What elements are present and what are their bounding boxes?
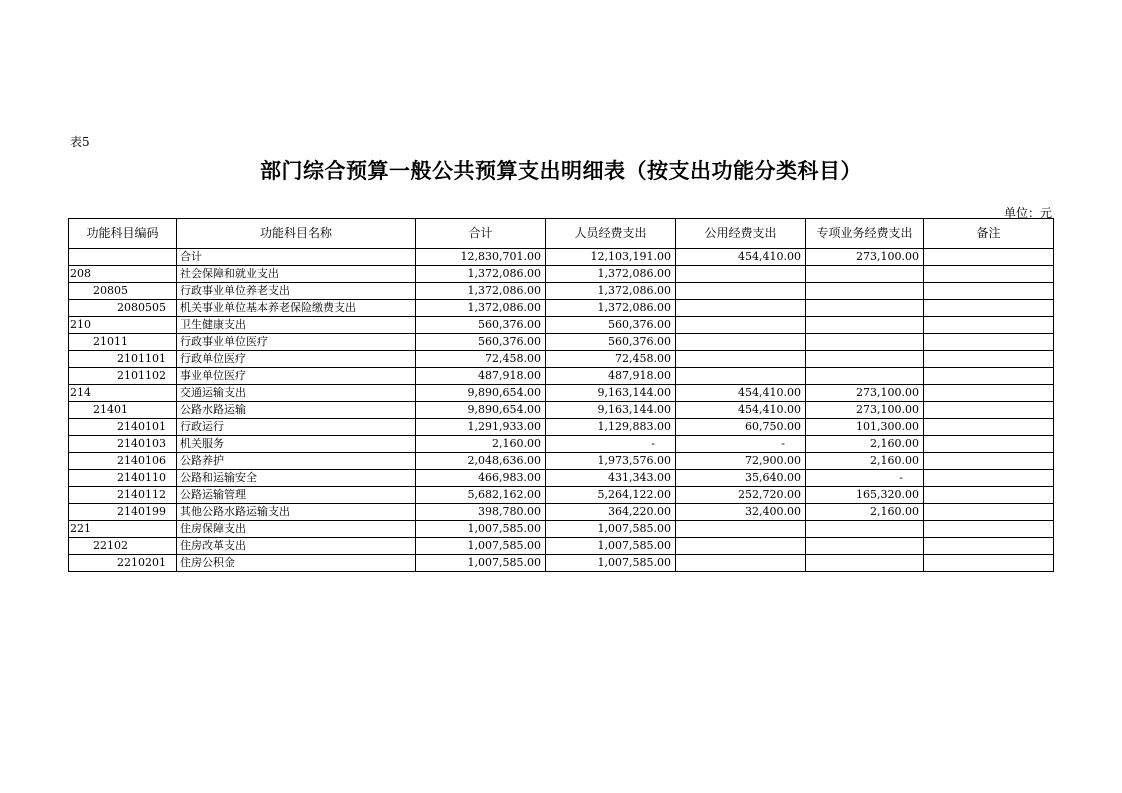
cell-special [806, 283, 924, 300]
cell-note [924, 368, 1054, 385]
cell-public [676, 368, 806, 385]
cell-name: 合计 [177, 249, 416, 266]
cell-total: 1,372,086.00 [416, 283, 546, 300]
cell-total: 560,376.00 [416, 334, 546, 351]
cell-special: - [806, 470, 924, 487]
table-row [69, 351, 1054, 368]
cell-public [676, 538, 806, 555]
cell-name: 机关事业单位基本养老保险缴费支出 [177, 300, 416, 317]
table-row [69, 266, 1054, 283]
cell-public [676, 266, 806, 283]
cell-code: 2210201 [69, 555, 177, 572]
cell-note [924, 521, 1054, 538]
cell-code: 208 [69, 266, 177, 283]
cell-total: 487,918.00 [416, 368, 546, 385]
cell-name: 公路水路运输 [177, 402, 416, 419]
cell-name: 行政事业单位医疗 [177, 334, 416, 351]
table-row [69, 470, 1054, 487]
cell-code: 214 [69, 385, 177, 402]
cell-total: 5,682,162.00 [416, 487, 546, 504]
cell-note [924, 470, 1054, 487]
cell-total: 466,983.00 [416, 470, 546, 487]
cell-special: 2,160.00 [806, 453, 924, 470]
budget-table [68, 218, 1054, 572]
table-row [69, 521, 1054, 538]
cell-code: 2140101 [69, 419, 177, 436]
cell-total: 12,830,701.00 [416, 249, 546, 266]
cell-note [924, 487, 1054, 504]
cell-special: 273,100.00 [806, 249, 924, 266]
table-row [69, 334, 1054, 351]
column-header-code: 功能科目编码 [69, 219, 177, 249]
column-header-name: 功能科目名称 [177, 219, 416, 249]
column-header-total: 合计 [416, 219, 546, 249]
cell-code: 2140103 [69, 436, 177, 453]
cell-name: 公路和运输安全 [177, 470, 416, 487]
cell-name: 住房保障支出 [177, 521, 416, 538]
cell-code: 21011 [69, 334, 177, 351]
cell-note [924, 538, 1054, 555]
cell-note [924, 555, 1054, 572]
cell-special [806, 351, 924, 368]
table-row [69, 538, 1054, 555]
cell-name: 住房改革支出 [177, 538, 416, 555]
cell-total: 9,890,654.00 [416, 402, 546, 419]
cell-public: 454,410.00 [676, 249, 806, 266]
cell-special [806, 521, 924, 538]
table-row [69, 317, 1054, 334]
cell-personnel: 487,918.00 [546, 368, 676, 385]
cell-note [924, 266, 1054, 283]
cell-personnel: 1,007,585.00 [546, 555, 676, 572]
cell-note [924, 334, 1054, 351]
cell-public: 72,900.00 [676, 453, 806, 470]
cell-note [924, 436, 1054, 453]
table-row [69, 402, 1054, 419]
cell-public [676, 351, 806, 368]
cell-special [806, 555, 924, 572]
cell-name: 其他公路水路运输支出 [177, 504, 416, 521]
cell-personnel: 9,163,144.00 [546, 385, 676, 402]
cell-note [924, 317, 1054, 334]
cell-total: 398,780.00 [416, 504, 546, 521]
cell-special [806, 317, 924, 334]
cell-public: 60,750.00 [676, 419, 806, 436]
cell-special: 2,160.00 [806, 436, 924, 453]
cell-special [806, 538, 924, 555]
cell-total: 2,160.00 [416, 436, 546, 453]
table-row [69, 419, 1054, 436]
cell-personnel: 1,372,086.00 [546, 266, 676, 283]
column-header-personnel: 人员经费支出 [546, 219, 676, 249]
cell-personnel: 72,458.00 [546, 351, 676, 368]
column-header-note: 备注 [924, 219, 1054, 249]
table-row [69, 487, 1054, 504]
cell-note [924, 300, 1054, 317]
cell-public: - [676, 436, 806, 453]
cell-personnel: 364,220.00 [546, 504, 676, 521]
cell-total: 1,372,086.00 [416, 300, 546, 317]
cell-name: 交通运输支出 [177, 385, 416, 402]
cell-total: 1,007,585.00 [416, 555, 546, 572]
cell-name: 住房公积金 [177, 555, 416, 572]
table-row [69, 453, 1054, 470]
page-title: 部门综合预算一般公共预算支出明细表（按支出功能分类科目） [260, 159, 862, 183]
cell-public [676, 555, 806, 572]
cell-note [924, 385, 1054, 402]
cell-special: 273,100.00 [806, 402, 924, 419]
cell-personnel: 5,264,122.00 [546, 487, 676, 504]
cell-code [69, 249, 177, 266]
cell-note [924, 402, 1054, 419]
cell-note [924, 419, 1054, 436]
cell-public: 454,410.00 [676, 402, 806, 419]
cell-personnel: 1,129,883.00 [546, 419, 676, 436]
cell-note [924, 453, 1054, 470]
cell-code: 221 [69, 521, 177, 538]
table-row [69, 249, 1054, 266]
cell-code: 2140106 [69, 453, 177, 470]
cell-total: 560,376.00 [416, 317, 546, 334]
cell-total: 1,007,585.00 [416, 521, 546, 538]
cell-name: 事业单位医疗 [177, 368, 416, 385]
cell-personnel: 1,372,086.00 [546, 300, 676, 317]
cell-special: 2,160.00 [806, 504, 924, 521]
cell-special: 165,320.00 [806, 487, 924, 504]
table-row [69, 385, 1054, 402]
cell-public: 252,720.00 [676, 487, 806, 504]
unit-label: 单位：元 [1003, 206, 1052, 220]
cell-personnel: 1,973,576.00 [546, 453, 676, 470]
cell-special [806, 300, 924, 317]
table-row [69, 368, 1054, 385]
table-body [69, 249, 1054, 572]
table-header-row [69, 219, 1054, 249]
cell-total: 1,291,933.00 [416, 419, 546, 436]
cell-personnel: 560,376.00 [546, 334, 676, 351]
cell-code: 22102 [69, 538, 177, 555]
cell-total: 1,007,585.00 [416, 538, 546, 555]
cell-note [924, 249, 1054, 266]
cell-personnel: 431,343.00 [546, 470, 676, 487]
cell-public [676, 317, 806, 334]
cell-note [924, 351, 1054, 368]
cell-public [676, 300, 806, 317]
column-header-special: 专项业务经费支出 [806, 219, 924, 249]
cell-personnel: 1,007,585.00 [546, 538, 676, 555]
cell-personnel: 1,007,585.00 [546, 521, 676, 538]
cell-special [806, 368, 924, 385]
cell-total: 72,458.00 [416, 351, 546, 368]
table-row [69, 555, 1054, 572]
cell-name: 行政运行 [177, 419, 416, 436]
cell-code: 2140112 [69, 487, 177, 504]
cell-code: 210 [69, 317, 177, 334]
column-header-public: 公用经费支出 [676, 219, 806, 249]
cell-total: 2,048,636.00 [416, 453, 546, 470]
cell-special [806, 266, 924, 283]
cell-personnel: 9,163,144.00 [546, 402, 676, 419]
cell-public [676, 334, 806, 351]
cell-total: 9,890,654.00 [416, 385, 546, 402]
cell-public [676, 521, 806, 538]
cell-personnel: - [546, 436, 676, 453]
cell-code: 2140110 [69, 470, 177, 487]
cell-note [924, 283, 1054, 300]
table-row [69, 283, 1054, 300]
cell-name: 行政事业单位养老支出 [177, 283, 416, 300]
table-row [69, 300, 1054, 317]
cell-code: 2101101 [69, 351, 177, 368]
cell-personnel: 560,376.00 [546, 317, 676, 334]
table-row [69, 436, 1054, 453]
cell-name: 卫生健康支出 [177, 317, 416, 334]
cell-name: 社会保障和就业支出 [177, 266, 416, 283]
cell-code: 21401 [69, 402, 177, 419]
cell-code: 2101102 [69, 368, 177, 385]
cell-public [676, 283, 806, 300]
cell-public: 454,410.00 [676, 385, 806, 402]
cell-public: 35,640.00 [676, 470, 806, 487]
cell-special: 101,300.00 [806, 419, 924, 436]
cell-special: 273,100.00 [806, 385, 924, 402]
cell-code: 20805 [69, 283, 177, 300]
table-number-label: 表5 [70, 135, 90, 149]
cell-name: 公路养护 [177, 453, 416, 470]
cell-note [924, 504, 1054, 521]
cell-personnel: 12,103,191.00 [546, 249, 676, 266]
cell-name: 行政单位医疗 [177, 351, 416, 368]
cell-name: 机关服务 [177, 436, 416, 453]
cell-name: 公路运输管理 [177, 487, 416, 504]
cell-personnel: 1,372,086.00 [546, 283, 676, 300]
table-row [69, 504, 1054, 521]
cell-total: 1,372,086.00 [416, 266, 546, 283]
cell-code: 2080505 [69, 300, 177, 317]
cell-code: 2140199 [69, 504, 177, 521]
cell-special [806, 334, 924, 351]
cell-public: 32,400.00 [676, 504, 806, 521]
